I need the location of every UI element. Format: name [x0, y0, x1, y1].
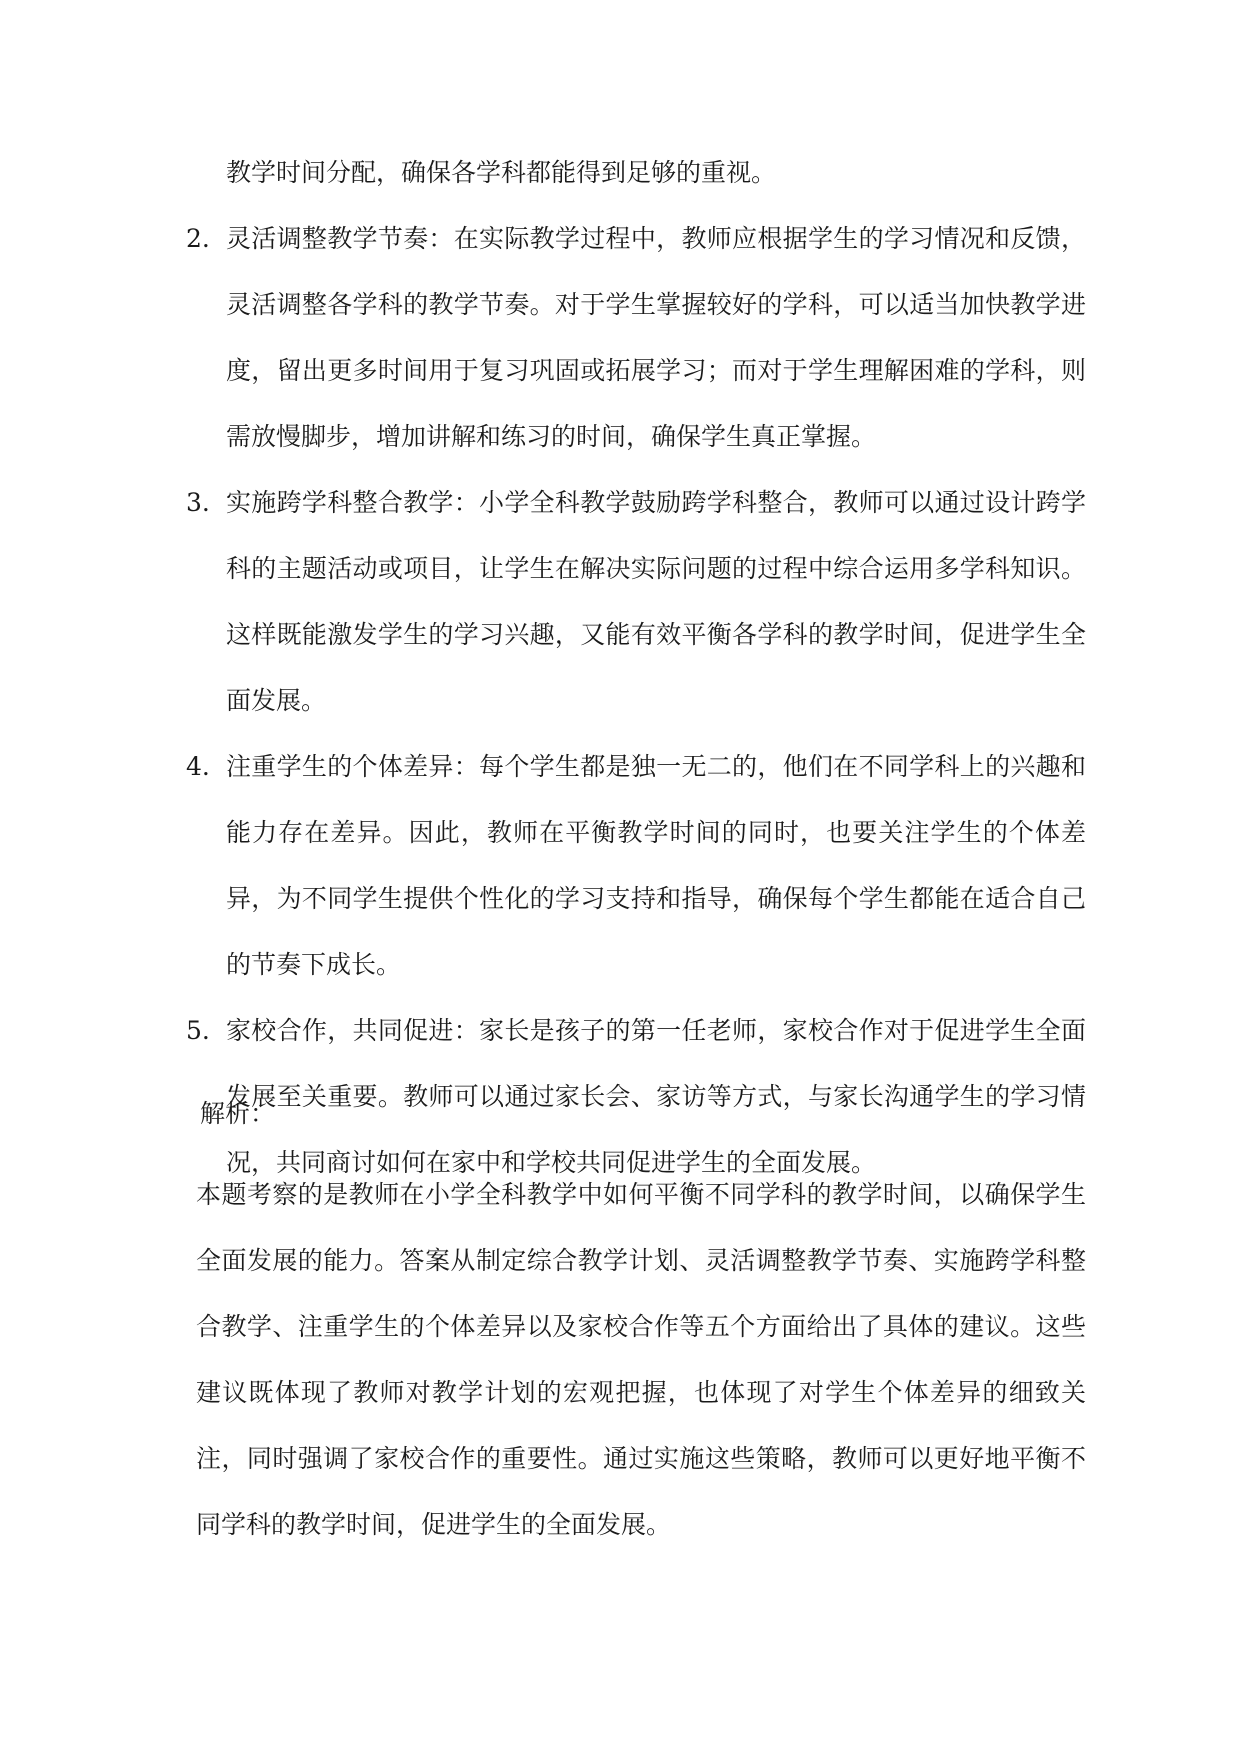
- list-item: [186, 470, 1086, 734]
- analysis-paragraph: 本题考察的是教师在小学全科教学中如何平衡不同学科的教学时间，以确保学生全面发展的能力。答案从制定综合教学计划、灵活调整教学节奏、实施跨学科整合教学、注重学生的个体差异以及家校合作等五个方面给出了具体的建议。这些建议既体现了教师对教学计划的宏观把握，也体现了对学生个体差异的细致关注，同时强调了家校合作的重要性。通过实施这些策略，教师可以更好地平衡不同学科的教学时间，促进学生的全面发展。: [196, 1180, 1086, 1539]
- list-item-text: 灵活调整教学节奏：在实际教学过程中，教师应根据学生的学习情况和反馈，灵活调整各学科的教学节奏。对于学生掌握较好的学科，可以适当加快教学进度，留出更多时间用于复习巩固或拓展学习；而对于学生理解困难的学科，则需放慢脚步，增加讲解和练习的时间，确保学生真正掌握。: [226, 224, 1086, 451]
- list-item-text: 教学时间分配，确保各学科都能得到足够的重视。: [226, 158, 777, 187]
- answer-list: [186, 140, 1086, 1196]
- list-item-text: 家校合作，共同促进：家长是孩子的第一任老师，家校合作对于促进学生全面发展至关重要。教师可以通过家长会、家访等方式，与家长沟通学生的学习情况，共同商讨如何在家中和学校共同促进学生的全面发展。: [226, 1016, 1086, 1177]
- list-item-number: 4.: [186, 752, 210, 781]
- list-item-text: 注重学生的个体差异：每个学生都是独一无二的，他们在不同学科上的兴趣和能力存在差异。因此，教师在平衡教学时间的同时，也要关注学生的个体差异，为不同学生提供个性化的学习支持和指导，确保每个学生都能在适合自己的节奏下成长。: [226, 752, 1086, 979]
- list-item-number: 5.: [186, 1016, 210, 1045]
- list-item-number: 3.: [186, 488, 210, 517]
- list-item-number: 2.: [186, 224, 210, 253]
- analysis-heading: 解析：: [200, 1099, 276, 1128]
- list-item: [186, 734, 1086, 998]
- list-item-continuation: [186, 140, 1086, 206]
- list-item-text: 实施跨学科整合教学：小学全科教学鼓励跨学科整合，教师可以通过设计跨学科的主题活动或项目，让学生在解决实际问题的过程中综合运用多学科知识。这样既能激发学生的学习兴趣，又能有效平衡各学科的教学时间，促进学生全面发展。: [226, 488, 1086, 715]
- list-item: [186, 206, 1086, 470]
